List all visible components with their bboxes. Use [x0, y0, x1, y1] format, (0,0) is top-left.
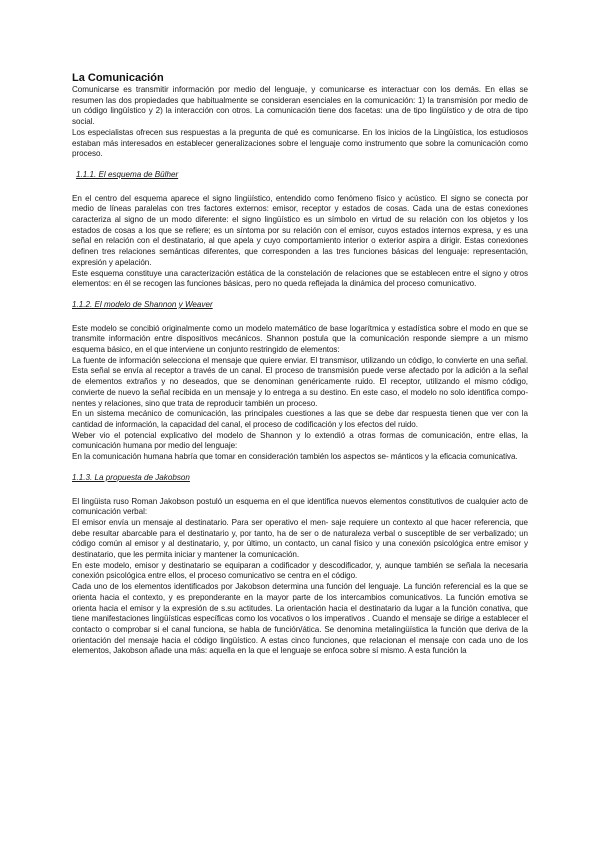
section-heading-shannon-weaver: 1.1.2. El modelo de Shannon y Weaver [72, 299, 213, 309]
section-paragraph: Este modelo se concibió originalmente como un modelo matemático de base logarítmica y estadística sobre el modo en que se transmite información entre dispositivos mecánicos. Shannon postula que la comunicación responde siempre a un mismo esquema básico, en el que interviene un conjunto restringido de elementos: [72, 323, 528, 355]
section-heading-jakobson: 1.1.3. La propuesta de Jakobson [72, 472, 190, 482]
document-page [72, 72, 528, 657]
section-paragraph: En este modelo, emisor y destinatario se equiparan a codificador y descodificador, y, aunque también se señala la necesaria conexión psicológica entre ellos, el proceso comunicativo se centra en el código. [72, 560, 528, 581]
section-paragraph: Este esquema constituye una caracterización estática de la constelación de relaciones que se establecen entre el signo y otros elementos: en él se recogen las funciones básicas, pero no queda reflejada la dinámica del proceso comunicativo. [72, 268, 528, 289]
section-paragraph: En un sistema mecánico de comunicación, las principales cuestiones a las que se debe dar respuesta tienen que ver con la cantidad de información, la capacidad del canal, el proceso de codificación y los efectos del ruido. [72, 409, 528, 429]
intro-paragraph: Comunicarse es transmitir información por medio del lenguaje, y comunicarse es interactuar con los demás. En ellas se resumen las dos propiedades que habitualmente se consideran esenciales en la comunicación: 1) la transmisión por medio de un código lingüístico y 2) la interacción con otros. La comunicación tiene dos facetas: una de tipo lingüístico y de otra de tipo social. [72, 85, 528, 127]
section-heading-bulher: 1.1.1. El esquema de Bülher [76, 169, 179, 179]
document-title: La Comunicación [72, 72, 164, 84]
section-paragraph: El emisor envía un mensaje al destinatario. Para ser operativo el men- saje requiere un contexto al que hacer referencia, que debe resultar abarcable para el destinatario y, por tanto, ha de ser o de naturaleza verbal o susceptible de ser verbalizado; un código común al emisor y al destinatario, y, por último, un contacto, un canal físico y una conexión psicológica entre emisor y destinatario, que les permita iniciar y mantener la comunicación. [72, 517, 528, 560]
section-paragraph: La fuente de información selecciona el mensaje que quiere enviar. El transmisor, utilizando un código, lo convierte en una señal. Esta señal se envía al receptor a través de un canal. El proceso de transmisión puede verse afectado por la adición a la señal de elementos extraños y no deseados, que se denominan genéricamente ruido. El receptor, utilizando el mismo código, convierte de nuevo la señal recibida en un mensaje y lo entrega a su destino. En este caso, el modelo no solo identifica compo- nentes y relaciones, sino que trata de reproducir también un proceso. [72, 355, 528, 408]
section-paragraph: Weber vio el potencial explicativo del modelo de Shannon y lo extendió a otras formas de comunicación, entre ellas, la comunicación humana por medio del lenguaje: [72, 430, 528, 451]
section-paragraph: En el centro del esquema aparece el signo lingüístico, entendido como fenómeno físico y acústico. El signo se conecta por medio de líneas paralelas con tres factores externos: emisor, receptor y estados de cosas. Cada una de estas conexiones caracteriza al signo de un modo diferente: el signo lingüístico es un símbolo en virtud de su relación con los objetos y los estados de cosas a los que se refiere; es un síntoma por su relación con el emisor, cuyos estados internos expresa, y es una señal en relación con el destinatario, al que apela y cuyo comportamiento interior o exterior aspira a dirigir. Estas conexiones definen tres relaciones semánticas diferentes, que corresponden a las tres funciones básicas del lenguaje: representación, expresión y apelación. [72, 193, 528, 267]
section-paragraph: En la comunicación humana habría que tomar en consideración también los aspectos se- mánticos y la eficacia comunicativa. [72, 452, 518, 462]
section-paragraph: El lingüista ruso Roman Jakobson postuló un esquema en el que identifica nuevos elementos constitutivos de cualquier acto de comunicación verbal: [72, 496, 528, 517]
section-paragraph: Cada uno de los elementos identificados por Jakobson determina una función del lenguaje. La función referencial es la que se orienta hacia el contexto, y es preponderante en la mayor parte de los intercambios comunicativos. La función emotiva se orienta hacia el emisor y la expresión de s.su actitudes. La orientación hacia el destinatario da lugar a la función conativa, que tiene manifestaciones lingüísticas específicas como los vocativos o los imperativos . Cuando el mensaje se dirige a establecer el contacto o comprobar si el canal funciona, se habla de función/ática. Se denomina metalingüística la función que deriva de la orientación del mensaje hacia el código lingüístico. A estas cinco funciones, que relacionan el mensaje con cada uno de los elementos, Jakobson añade una más: aquella en la que el lenguaje se enfoca sobre sí mismo. A esta función la [72, 582, 528, 656]
intro-paragraph: Los especialistas ofrecen sus respuestas a la pregunta de qué es comunicarse. En los inicios de la Lingüística, los estudiosos estaban más interesados en establecer generalizaciones sobre el lenguaje como instrumento que sobre la comunicación como proceso. [72, 127, 528, 159]
